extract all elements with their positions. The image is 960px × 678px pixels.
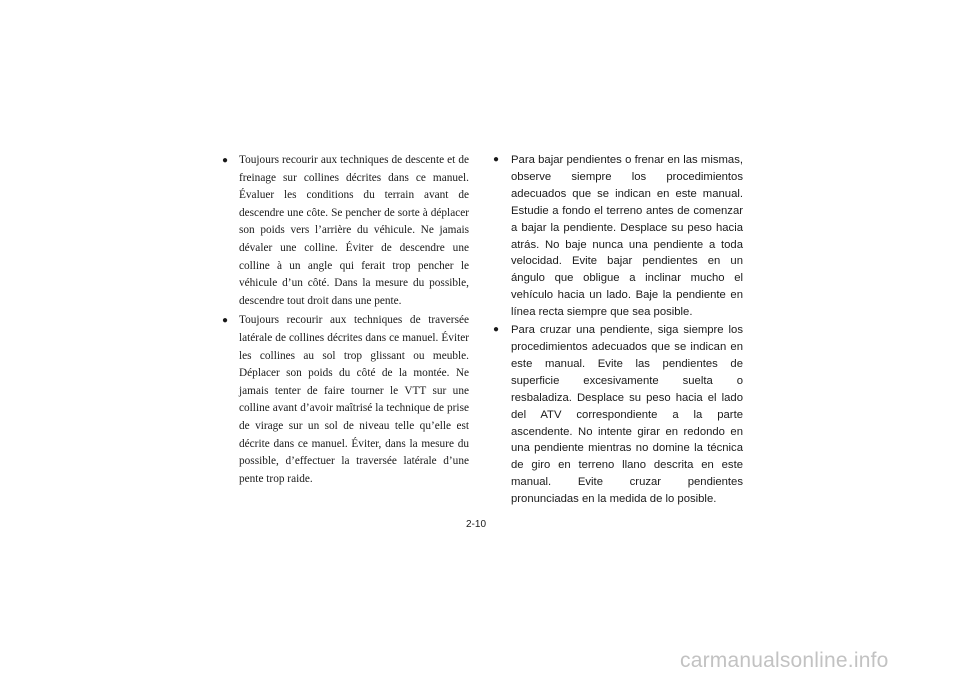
bullet-icon: ● — [493, 154, 500, 165]
list-item — [493, 152, 743, 321]
list-item-text: Para bajar pendientes o frenar en las mismas, observe siempre los procedimientos adecuados que se indican en este manual. Estudie a fondo el terreno antes de comenzar a bajar la pendiente. Desplace su peso hacia atrás. No baje nunca una pendiente a toda velocidad. Evite bajar pendientes en un ángulo que obligue a inclinar mucho el vehículo hacia un lado. Baje la pendiente en línea recta siempre que sea posible. — [511, 154, 743, 319]
spanish-column — [493, 152, 743, 509]
watermark: carmanualsonline.info — [680, 649, 889, 672]
list-item-text: Para cruzar una pendiente, siga siempre los procedimientos adecuados que se indican en este manual. Evite las pendientes de superficie excesivamente suelta o resbaladiza. Desplace su peso hacia el lado del ATV correspondiente a la parte ascendente. No intente girar en redondo en una pendiente mientras no domine la técnica de giro en terreno llano descrita en este manual. Evite cruzar pendientes pronunciadas en la medida de lo posible. — [511, 324, 743, 506]
bullet-icon: ● — [222, 155, 229, 166]
list-item-text: Toujours recourir aux techniques de descente et de freinage sur collines décrites dans ce manuel. Évaluer les conditions du terrain avant de descendre une côte. Se pencher de sorte à déplacer son poids vers l’arrière du véhicule. Ne jamais dévaler une colline. Éviter de descendre une colline à un angle qui ferait trop pencher le véhicule d’un côté. Dans la mesure du possible, descendre tout droit dans une pente. — [239, 154, 469, 307]
bullet-icon: ● — [493, 324, 500, 336]
french-column — [222, 152, 469, 490]
list-item-text: Toujours recourir aux techniques de traversée latérale de collines décrites dans ce manuel. Éviter les collines au sol trop glissant ou meuble. Déplacer son poids du côté de la montée. Ne jamais tenter de faire tourner le VTT sur une colline avant d’avoir maîtrisé la technique de prise de virage sur un sol de niveau telle qu’elle est décrite dans ce manuel. Éviter, dans la mesure du possible, d’effectuer la traversée latérale d’une pente trop raide. — [239, 314, 469, 485]
list-item — [222, 312, 469, 488]
bullet-icon: ● — [222, 315, 229, 327]
list-item — [493, 322, 743, 508]
list-item — [222, 152, 469, 310]
page-number: 2-10 — [466, 519, 487, 530]
